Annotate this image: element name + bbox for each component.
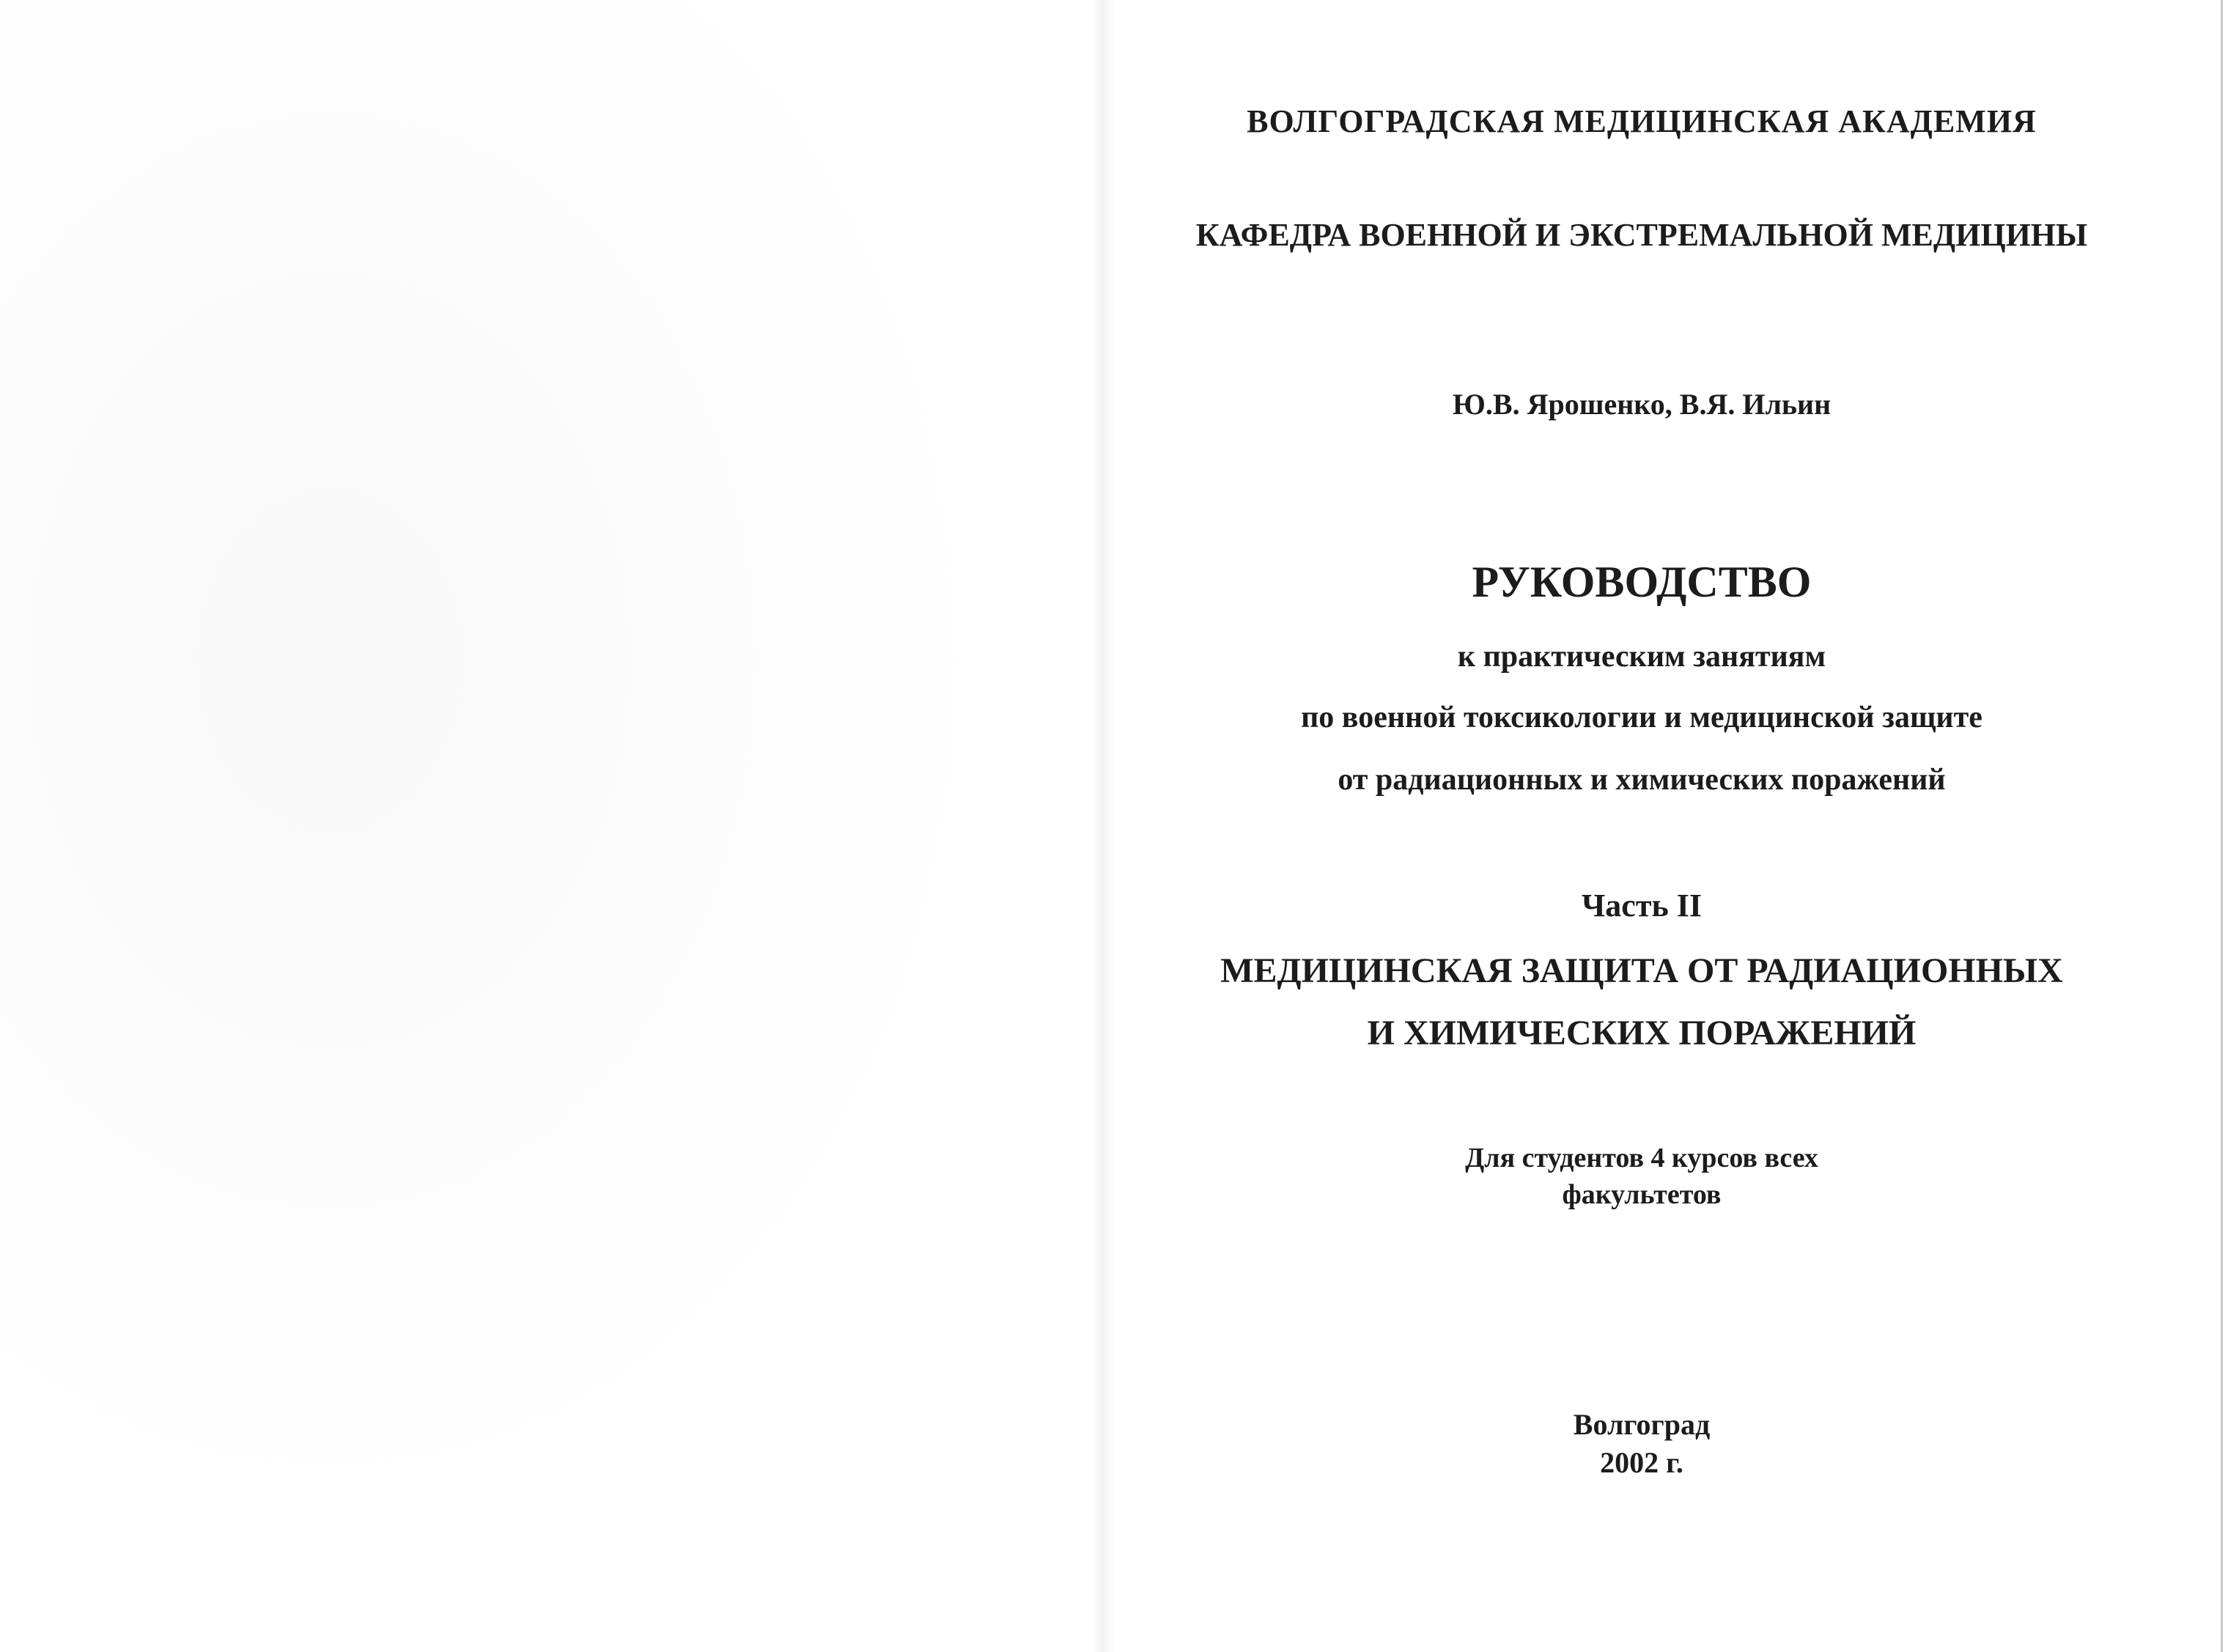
part-label: Часть II <box>1582 888 1702 923</box>
title-page <box>1099 0 2228 1652</box>
audience-line-1: Для студентов 4 курсов всех <box>1465 1143 1818 1173</box>
subtitle-line-3: от радиационных и химических поражений <box>1338 763 1946 797</box>
publication-year: 2002 г. <box>1600 1446 1683 1479</box>
part-title-line-2: И ХИМИЧЕСКИХ ПОРАЖЕНИЙ <box>1367 1014 1917 1052</box>
part-title-line-1: МЕДИЦИНСКАЯ ЗАЩИТА ОТ РАДИАЦИОННЫХ <box>1220 951 2063 990</box>
authors: Ю.В. Ярошенко, В.Я. Ильин <box>1452 388 1832 421</box>
audience-line-2: факультетов <box>1562 1179 1722 1210</box>
subtitle-line-1: к практическим занятиям <box>1457 640 1826 674</box>
subtitle-line-2: по военной токсикологии и медицинской защите <box>1301 701 1982 734</box>
department-name: КАФЕДРА ВОЕННОЙ И ЭКСТРЕМАЛЬНОЙ МЕДИЦИНЫ <box>1195 217 2088 253</box>
book-title: РУКОВОДСТВО <box>1472 558 1812 606</box>
publication-city: Волгоград <box>1573 1408 1711 1441</box>
blank-left-page <box>0 0 1099 1652</box>
academy-name: ВОЛГОГРАДСКАЯ МЕДИЦИНСКАЯ АКАДЕМИЯ <box>1247 103 2037 139</box>
